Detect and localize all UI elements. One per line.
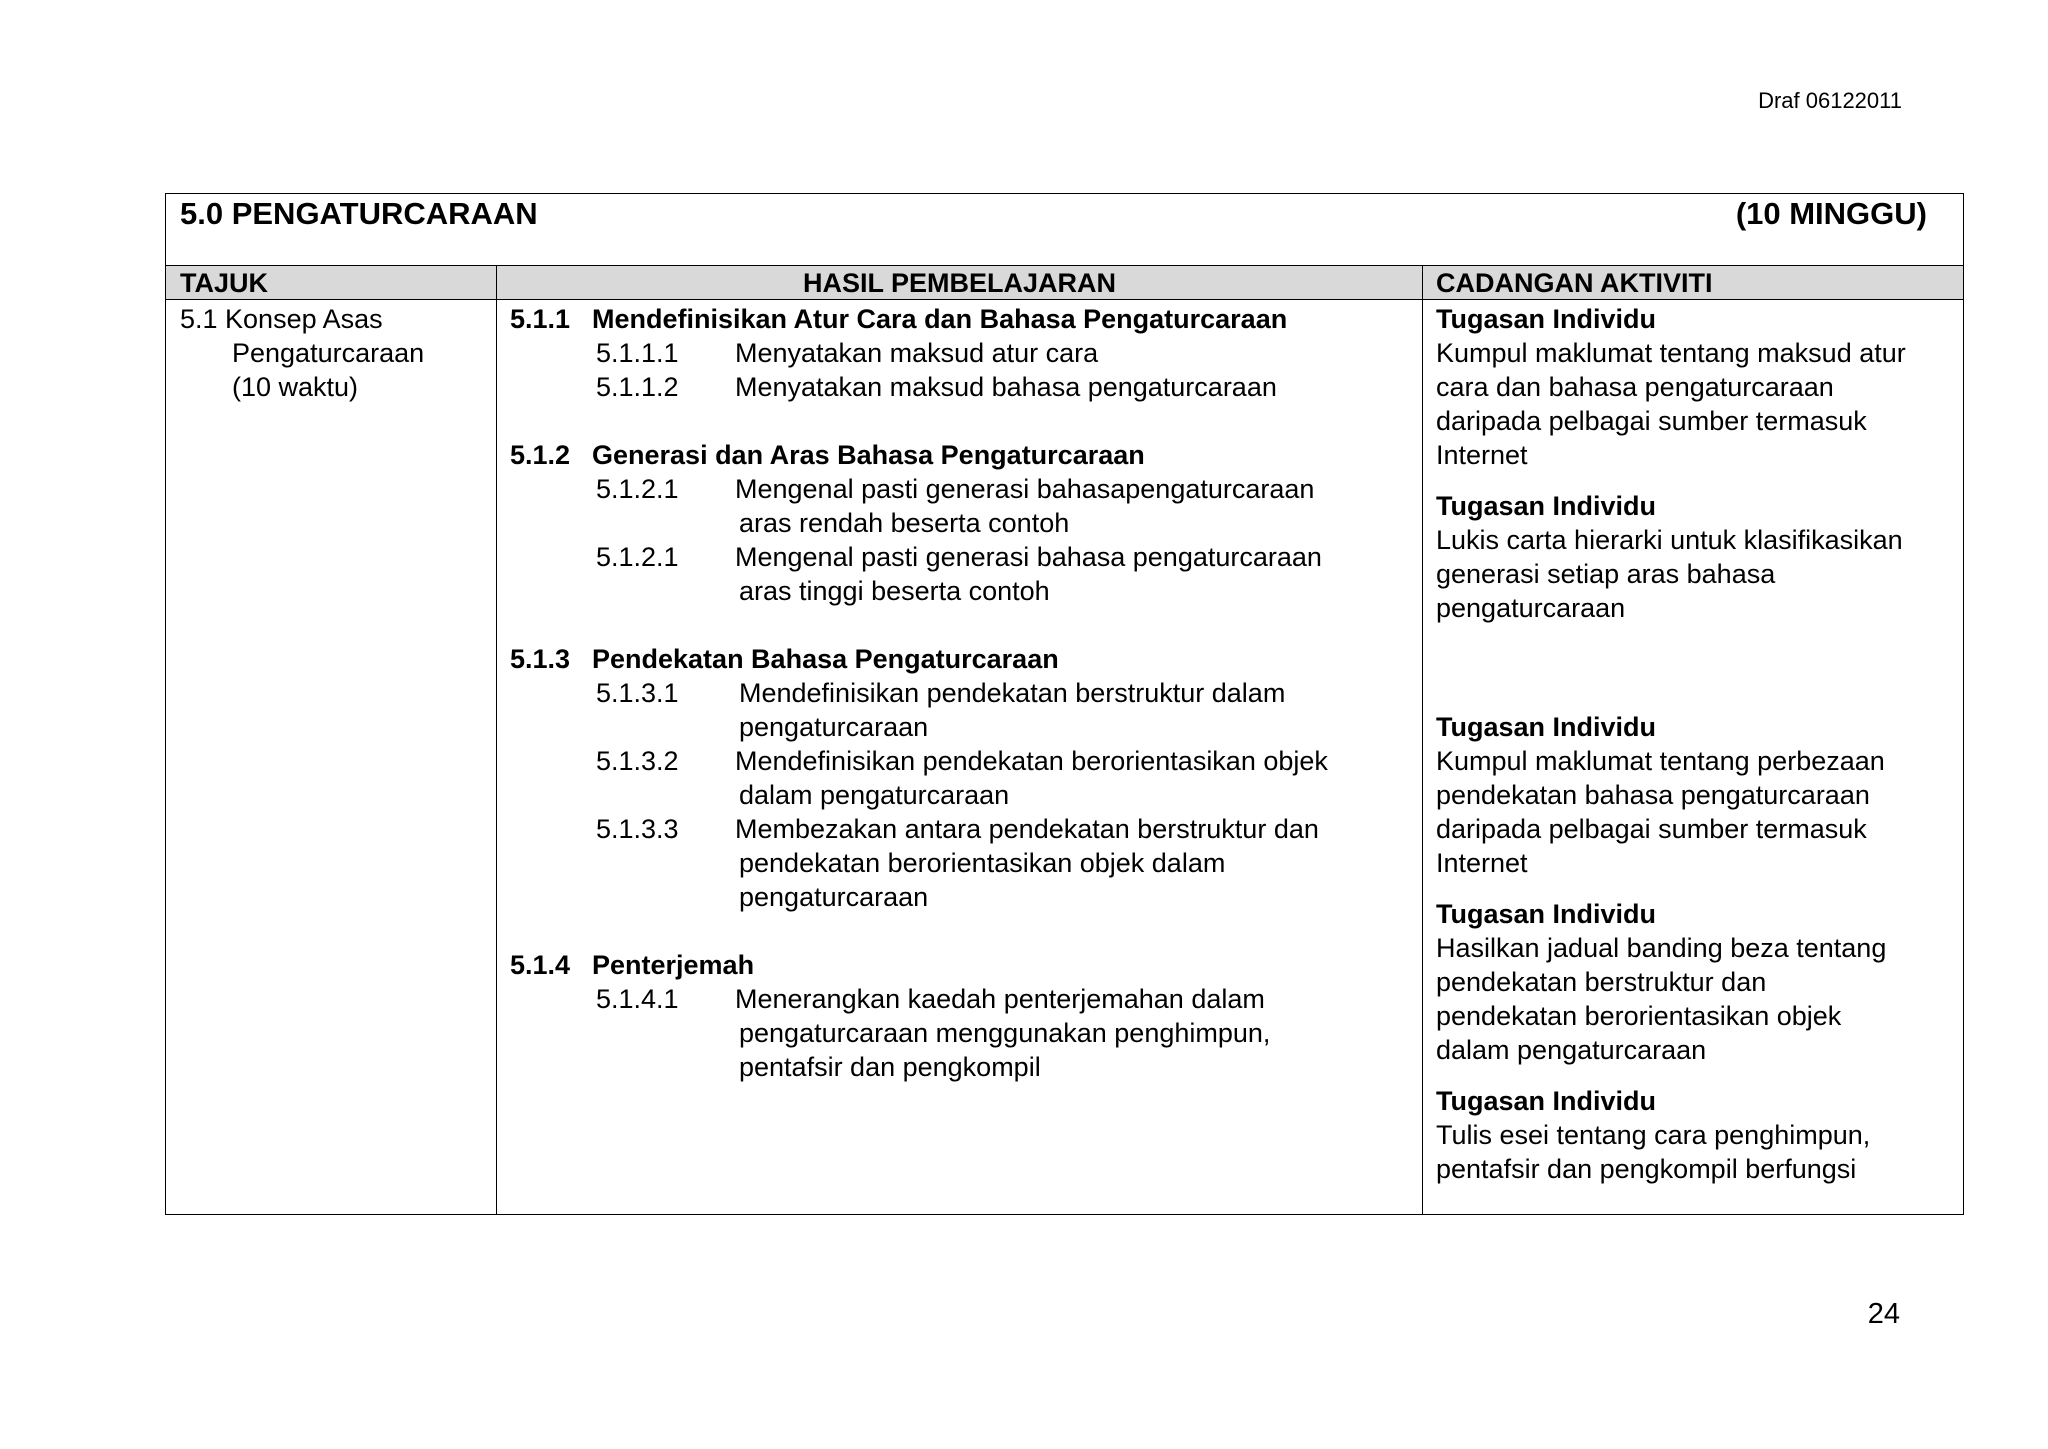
activity-label: Tugasan Individu <box>1436 1086 1657 1116</box>
item-number: 5.1.3.3 <box>596 814 679 844</box>
syllabus-table <box>165 193 1964 1215</box>
outcome-item <box>510 744 1410 778</box>
item-text: Mendefinisikan pendekatan berorientasikan objek <box>735 746 1328 776</box>
outcome-item <box>510 540 1410 574</box>
activity-text: pengaturcaraan <box>1436 593 1626 623</box>
item-text: Mengenal pasti generasi bahasa pengaturcaraan <box>735 542 1322 572</box>
draft-note: Draf 06122011 <box>1758 88 1902 113</box>
activity-text: cara dan bahasa pengaturcaraan <box>1436 372 1834 402</box>
item-text: Menyatakan maksud bahasa pengaturcaraan <box>735 372 1277 402</box>
activity-text: pentafsir dan pengkompil berfungsi <box>1436 1154 1857 1184</box>
outcome-item <box>510 336 1410 370</box>
item-number: 5.1.2.1 <box>596 542 679 572</box>
column-divider <box>496 266 497 1214</box>
topic-title: 5.1 Konsep Asas <box>180 304 383 334</box>
activity-label: Tugasan Individu <box>1436 712 1657 742</box>
activity-text: pendekatan bahasa pengaturcaraan <box>1436 780 1870 810</box>
outcome-item-cont <box>510 710 1410 744</box>
column-divider <box>1422 266 1423 1214</box>
activities-cell <box>1436 302 1906 1186</box>
item-number: 5.1.1.1 <box>596 338 679 368</box>
item-number: 5.1.3.1 <box>596 678 679 708</box>
activity-label: Tugasan Individu <box>1436 899 1657 929</box>
activity-text: generasi setiap aras bahasa <box>1436 559 1776 589</box>
outcome-item <box>510 472 1410 506</box>
outcome-section <box>510 948 1410 982</box>
activity-text: pendekatan berstruktur dan <box>1436 967 1767 997</box>
section-number: 5.1.3 <box>510 644 571 674</box>
activity-text: daripada pelbagai sumber termasuk <box>1436 406 1867 436</box>
item-number: 5.1.3.2 <box>596 746 679 776</box>
outcome-item <box>510 812 1410 846</box>
topic-cell <box>180 302 424 404</box>
activity-label: Tugasan Individu <box>1436 491 1657 521</box>
outcome-section <box>510 438 1410 472</box>
activity-text: Tulis esei tentang cara penghimpun, <box>1436 1120 1871 1150</box>
table-header-row <box>166 266 1963 300</box>
outcome-section <box>510 302 1410 336</box>
item-text: pentafsir dan pengkompil <box>739 1052 1041 1082</box>
item-number: 5.1.1.2 <box>596 372 679 402</box>
outcome-item-cont <box>510 880 1410 914</box>
item-text: pengaturcaraan <box>739 712 929 742</box>
outcome-item-cont <box>510 1050 1410 1084</box>
section-heading: Penterjemah <box>592 950 755 980</box>
item-text: aras rendah beserta contoh <box>739 508 1070 538</box>
activity-label: Tugasan Individu <box>1436 304 1657 334</box>
section-heading: Generasi dan Aras Bahasa Pengaturcaraan <box>592 440 1145 470</box>
activity-text: Internet <box>1436 848 1528 878</box>
section-heading: Pendekatan Bahasa Pengaturcaraan <box>592 644 1059 674</box>
column-header-tajuk: TAJUK <box>180 268 269 298</box>
item-text: Mengenal pasti generasi bahasapengaturcaraan <box>735 474 1315 504</box>
item-text: aras tinggi beserta contoh <box>739 576 1050 606</box>
activity-text: dalam pengaturcaraan <box>1436 1035 1707 1065</box>
item-text: pengaturcaraan <box>739 882 929 912</box>
section-number: 5.1.2 <box>510 440 571 470</box>
outcome-item-cont <box>510 778 1410 812</box>
outcome-section <box>510 642 1410 676</box>
item-text: dalam pengaturcaraan <box>739 780 1010 810</box>
item-text: Menerangkan kaedah penterjemahan dalam <box>735 984 1265 1014</box>
activity-text: daripada pelbagai sumber termasuk <box>1436 814 1867 844</box>
item-text: pengaturcaraan menggunakan penghimpun, <box>739 1018 1271 1048</box>
section-number: 5.1.4 <box>510 950 571 980</box>
outcome-item-cont <box>510 574 1410 608</box>
section-heading: Mendefinisikan Atur Cara dan Bahasa Pengaturcaraan <box>592 304 1288 334</box>
item-text: Membezakan antara pendekatan berstruktur dan <box>735 814 1319 844</box>
page-number: 24 <box>1867 1298 1900 1330</box>
section-duration: (10 MINGGU) <box>1735 196 1927 231</box>
activity-text: Lukis carta hierarki untuk klasifikasikan <box>1436 525 1903 555</box>
activity-text: Internet <box>1436 440 1528 470</box>
column-header-cadangan: CADANGAN AKTIVITI <box>1436 268 1713 298</box>
section-title: 5.0 PENGATURCARAAN <box>180 196 538 231</box>
section-number: 5.1.1 <box>510 304 571 334</box>
outcome-item <box>510 676 1410 710</box>
topic-hours: (10 waktu) <box>232 372 359 402</box>
activity-text: Hasilkan jadual banding beza tentang <box>1436 933 1887 963</box>
item-number: 5.1.4.1 <box>596 984 679 1014</box>
outcome-item <box>510 370 1410 404</box>
item-text: pendekatan berorientasikan objek dalam <box>739 848 1226 878</box>
learning-outcomes-cell <box>510 302 1410 1084</box>
outcome-item-cont <box>510 506 1410 540</box>
item-number: 5.1.2.1 <box>596 474 679 504</box>
outcome-item-cont <box>510 1016 1410 1050</box>
column-header-hasil: HASIL PEMBELAJARAN <box>802 268 1117 298</box>
item-text: Mendefinisikan pendekatan berstruktur dalam <box>739 678 1286 708</box>
activity-text: Kumpul maklumat tentang maksud atur <box>1436 338 1906 368</box>
item-text: Menyatakan maksud atur cara <box>735 338 1099 368</box>
outcome-item <box>510 982 1410 1016</box>
topic-title-cont: Pengaturcaraan <box>232 338 425 368</box>
activity-text: Kumpul maklumat tentang perbezaan <box>1436 746 1885 776</box>
activity-text: pendekatan berorientasikan objek <box>1436 1001 1842 1031</box>
section-title-bar <box>166 194 1963 266</box>
outcome-item-cont <box>510 846 1410 880</box>
